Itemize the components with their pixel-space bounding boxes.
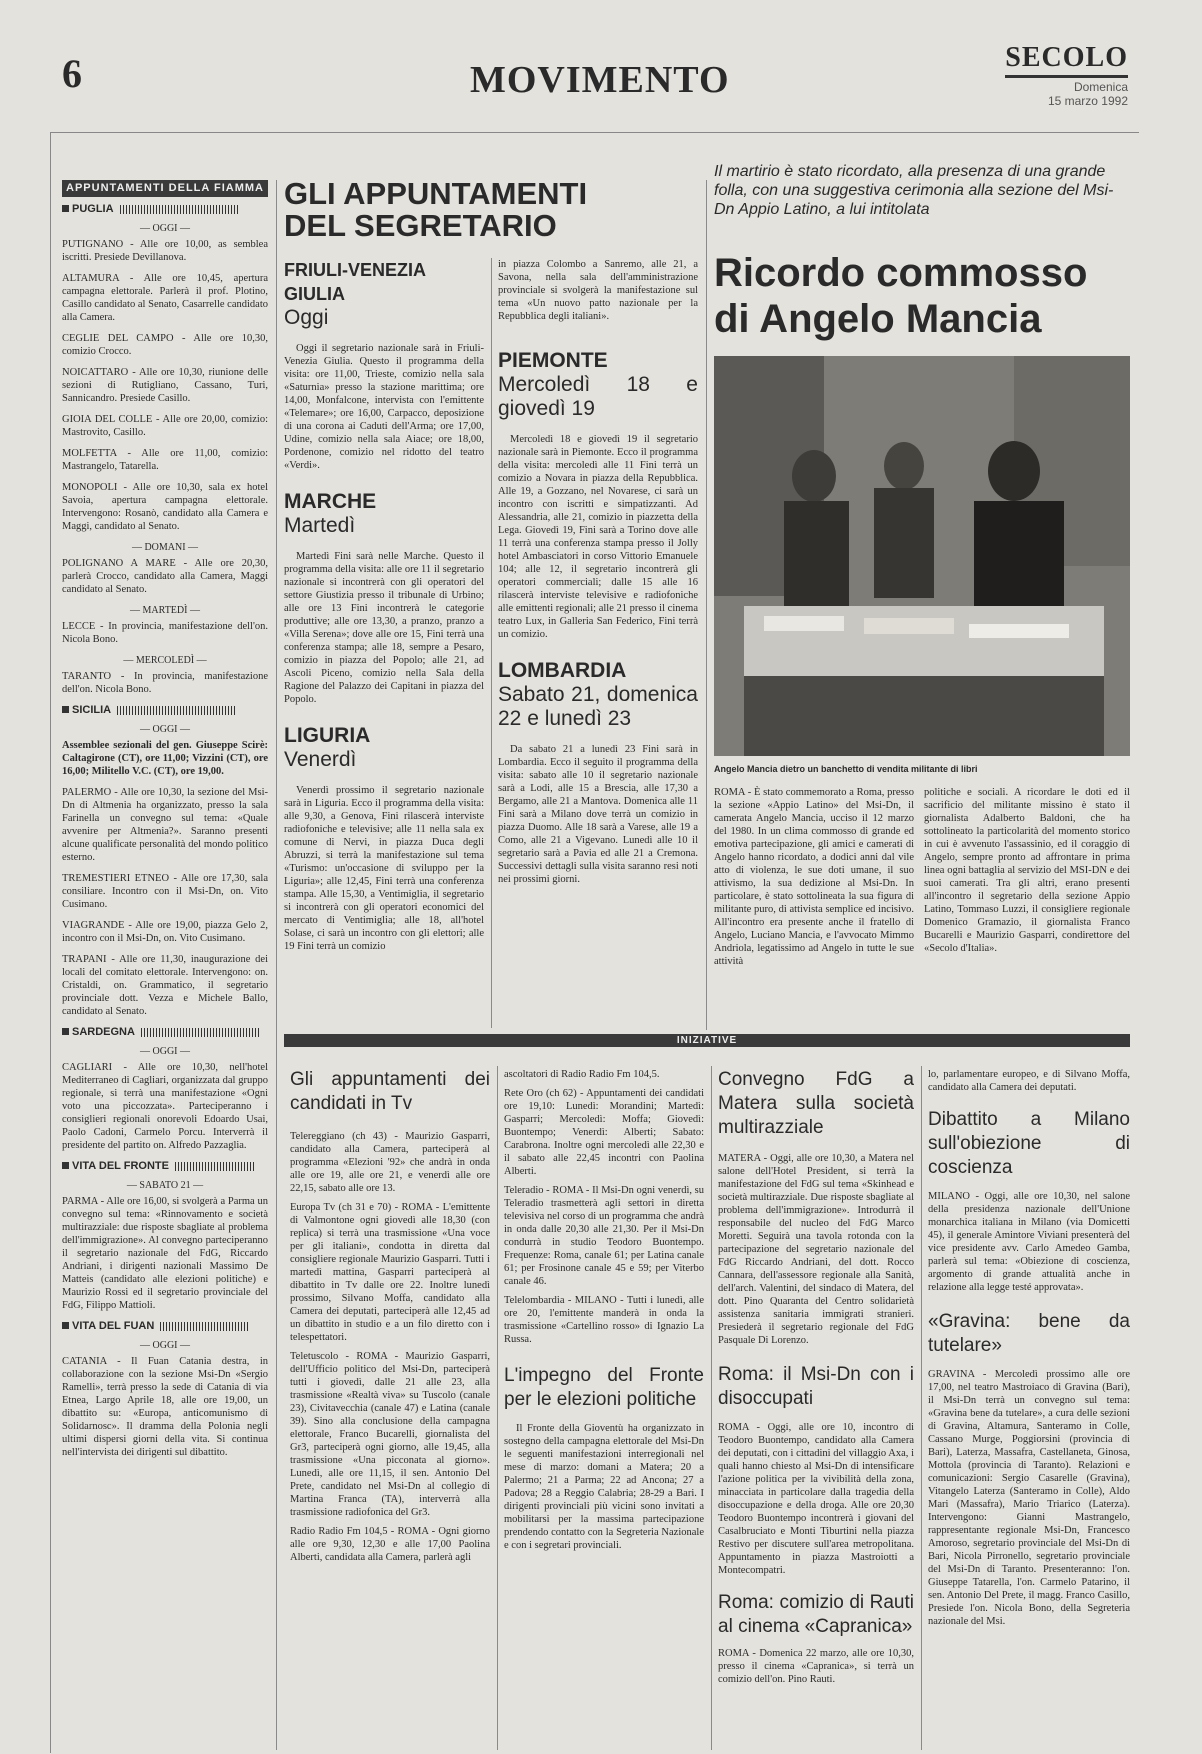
masthead-rule — [1005, 75, 1128, 78]
article-paragraph: Da sabato 21 a lunedì 23 Fini sarà in Lombardia. Ecco il seguito il programma della visita: sabato alle 10 il segretario nazionale sarà a Lodi, alle 15 a Brescia, alle 17,30 a Bergamo, alle 21 a Mantova. Domenica alle 11 Fini sarà a Milano dove terrà un comizio in piazza Duomo. Alle 18 sarà a Varese, alle 19 a Como, alle 21 a Vigevano. Lunedì alle 10 il segretario sarà a Pavia ed alle 21 a Cremona. Successivi dettagli sulla visita saranno resi noti nei prossimi giorni. — [498, 744, 698, 885]
day-label: — OGGI — — [140, 1046, 190, 1057]
feature-photo — [714, 356, 1130, 756]
article-paragraph: politiche e sociali. A ricordare le doti ed il sacrificio del militante missino è stato il giornalista Adalberto Baldoni, che ha sottolineato la particolarità del momento storico in cui è avvenuto l'assassinio, ed il coraggio di Angelo, sempre pronto ad affrontare in prima linea ogni battaglia al servizio del MSI-DN e dei suoi camerati. Tra gli altri, erano presenti all'incontro il segretario della sezione Appio Latino, Tommaso Luzzi, il consigliere regionale Domenico Gramazio, il giornalista Franco Bucarelli e Maurizio Gasparri, condirettore del «Secolo d'Italia». — [924, 787, 1130, 954]
article-paragraph: ROMA - È stato commemorato a Roma, presso la sezione «Appio Latino» del Msi-Dn, il camerata Angelo Mancia, ucciso il 12 marzo del 1980. In un clima commosso di grande ed emotiva partecipazione, gli amici e camerati di Angelo hanno ricordato, a dodici anni dal vile atto di violenza, le sue doti umane, il suo attivismo, la sua dedizione al Msi-Dn. In particolare, è stato sottolineata la sua figura di militante puro, di attivista semplice ed incisivo. All'incontro era presente anche il fratello di Angelo, Luciano Mancia, e l'avvocato Mimmo Andriola, legatissimo ad Angelo in tutte le sue attività — [714, 787, 914, 967]
region-heading: FRIULI-VENEZIA GIULIA Oggi — [284, 260, 426, 329]
column-rule — [711, 1066, 712, 1750]
photo-image — [714, 356, 1130, 756]
listing-entry: MONOPOLI - Alle ore 10,30, sala ex hotel Savoia, apertura campagna elettorale. Intervengono: Rosanò, candidato alla Camera e Maggi, candidato al Senato. — [62, 482, 268, 532]
article-headline: «Gravina: bene da tutelare» — [928, 1311, 1130, 1356]
listing-entry: CAGLIARI - Alle ore 10,30, nell'hotel Mediterraneo di Cagliari, organizzata dal gruppo regionale, si terrà una manifestazione «Ogni voto una piccozzata». Parteciperanno i consiglieri regionali onorevoli Edoardo Usai, Paolo Cadoni, Carmelo Porcu. Interverrà il presidente del partito on. Alfredo Pazzaglia. — [62, 1062, 268, 1151]
day-label: — OGGI — — [140, 724, 190, 735]
region-heading-vita-fuan: VITA DEL FUAN — [62, 1320, 268, 1333]
region-heading-sicilia: SICILIA — [62, 704, 268, 717]
column-rule — [497, 1066, 498, 1750]
article-paragraph: lo, parlamentare europeo, e di Silvano Moffa, candidato alla Camera dei deputati. — [928, 1069, 1130, 1093]
article-paragraph: Radio Radio Fm 104,5 - ROMA - Ogni giorno alle ore 9,30, 12,30 e alle 17,00 Paolina Alberti, candidata alla Camera, parlerà agli — [290, 1526, 490, 1563]
region-heading: LIGURIA Venerdì — [284, 724, 371, 771]
article-headline: Gli appuntamenti dei candidati in Tv — [290, 1069, 490, 1114]
iniziative-col-4 — [928, 1068, 1130, 1748]
article-headline: Dibattito a Milano sull'obiezione di coscienza — [928, 1109, 1130, 1178]
listing-entry: LECCE - In provincia, manifestazione dell'on. Nicola Bono. — [62, 621, 268, 645]
listing-entry: TREMESTIERI ETNEO - Alle ore 17,30, sala consiliare. Incontro con il Msi-Dn, on. Vito Cusimano. — [62, 873, 268, 910]
listing-entry: GIOIA DEL COLLE - Alle ore 20,00, comizio: Mastrovito, Casillo. — [62, 414, 268, 438]
article-paragraph: Oggi il segretario nazionale sarà in Friuli-Venezia Giulia. Questo il programma della visita: ore 11,00, Trieste, comizio nella sala «Saturnia» presso la stazione marittima; ore 14,00, Monfalcone, intervista con l'emittente «Telemare»; ore 16,00, Carpacco, deposizione di una corona ai Caduti dell'Arma; ore 17,00, Udine, comizio nella sala Aiace; ore 18,00, Pordenone, comizio nel ridotto del teatro «Verdi». — [284, 343, 484, 471]
article-paragraph: ROMA - Oggi, alle ore 10, incontro di Teodoro Buontempo, candidato alla Camera dei deputati, con i cittadini del villaggio Axa, i quali hanno chiesto al Msi-Dn di intensificare l'azione politica per la vivibilità della zona, minacciata in particolare dalla tragedia della disoccupazione e della droga. Alle ore 20,30 Teodoro Buontempo incontrerà i giovani del Casalbruciato e Monti Tiburtini nella piazza Restivo per discutere sull'area metropolitana. Appuntamento in piazza Mastroiotti a Montecompatri. — [718, 1422, 914, 1576]
listing-entry: Assemblee sezionali del gen. Giuseppe Scirè: Caltagirone (CT), ore 11,00; Vizzini (CT), ore 16,00; Militello V.C. (CT), ore 19,00. — [62, 740, 268, 777]
masthead-logo: SECOLO — [1005, 42, 1128, 73]
article-paragraph: Teletuscolo - ROMA - Maurizio Gasparri, dell'Ufficio politico del Msi-Dn, parteciperà tutti i giovedì, dalle 21 alle 23, alla trasmissione «Realtà viva» su Tuscolo (canale 23), Civitavecchia (canale 47) e Latina (canale 39). Sino alla conclusione della campagna elettorale, Franco Bucarelli, giornalista del Gr3, parteciperà ogni giorno, alle 19,45, alla trasmissione «Una picconata al giorno». Lunedì, alle ore 11,15, il sen. Antonio Del Prete, candidato nel Msi-Dn al collegio di Martina Franca (TA), interverrà alla trasmissione radiofonica del Gr3. — [290, 1351, 490, 1518]
article-paragraph: GRAVINA - Mercoledì prossimo alle ore 17,00, nel teatro Mastroiaco di Gravina (Bari), il Msi-Dn terrà un convegno sul tema: «Gravina bene da tutelare», a cura delle sezioni di Gravina, Altamura, Santeramo in Colle, Cassano Murge, Poggiorsini (provincia di Bari), Laterza, Massafra, Castellaneta, Ginosa, Mottola (provincia di Taranto). Relazioni e comunicazioni: Sergio Casarelle (Gravina), Vitangelo Laterza (Santeramo in Colle), Aldo Mari (Massafra), Mario Triarico (Laterza). Intervengono: Gianni Mastrangelo, rappresentante regionale Msi-Dn, Francesco Amoroso, segretario provinciale del Msi-Dn di Bari, Nicola Pirronello, segretario provinciale del Msi-Dn di Taranto. Presenteranno: l'on. Giuseppe Tatarella, l'on. Carmelo Patarino, il sen. Antonio Del Prete, il magg. Franco Casillo, Presiede l'on. Nicola Bono, della Segreteria nazionale del Msi. — [928, 1369, 1130, 1627]
region-heading-puglia: PUGLIA — [62, 203, 268, 216]
listing-entry: ALTAMURA - Alle ore 10,45, apertura campagna elettorale. Parlerà il prof. Plotino, Casillo candidato al Senato, Casarrelle candidato alla Camera. — [62, 273, 268, 323]
article-paragraph: MATERA - Oggi, alle ore 10,30, a Matera nel salone dell'Hotel President, si terrà la manifestazione del FdG sul tema «Skinhead e società multirazziale. Due risposte sbagliate al problema dell'immigrazione». Introdurrà il responsabile del nucleo del FdG Marco Moretti. Seguirà una tavola rotonda con la partecipazione del segretario nazionale del FdG Riccardo Andriani, del dott. Rocco Cannara, dell'assessore regionale alla Sanità, dell'arch. Valentini, del sindaco di Matera, del dott. Pino Quaranta del Centro solidarietà assistenza sanitaria immigrati stranieri. Presiederà il segretario regionale del FdG Pasquale Di Lorenzo. — [718, 1153, 914, 1346]
region-heading-vita-fronte: VITA DEL FRONTE — [62, 1160, 268, 1173]
article-headline: Convegno FdG a Matera sulla società multirazziale — [718, 1069, 914, 1138]
listing-entry: PUTIGNANO - Alle ore 10,00, as semblea iscritti. Presiede Devillanova. — [62, 239, 268, 263]
photo-caption: Angelo Mancia dietro un banchetto di vendita militante di libri — [714, 764, 978, 774]
article-paragraph: MILANO - Oggi, alle ore 10,30, nel salone della presidenza nazionale dell'Unione monarchica italiana in Milano (via Domicetti 45), il generale Amintore Viviani presenterà del vice presidente avv. Carlo Amedeo Gamba, parlerà sul tema: «Obiezione di coscienza, argomento di grande attualità anche in relazione alla legge testé approvata». — [928, 1191, 1130, 1293]
listing-entry: PARMA - Alle ore 16,00, si svolgerà a Parma un convegno sul tema: «Rinnovamento e società multirazziale: due risposte sbagliate al problema dell'immigrazione». Al convegno parteciperanno il segretario nazionale del FdG, Riccardo Andriani, i dirigenti nazionali Massimo De Matteis (candidato alle elezioni politiche) e Maurizio Rossi ed il segretario provinciale del FdG, Filippo Mattioli. — [62, 1196, 268, 1311]
feature-text-right — [924, 786, 1130, 1026]
article-paragraph: in piazza Colombo a Sanremo, alle 21, a Savona, nella sala dell'amministrazione provinciale si svolgerà la manifestazione sul tema «Un nuovo patto nazionale per la Repubblica degli italiani». — [498, 259, 698, 322]
column-rule — [491, 258, 492, 1028]
section-title: MOVIMENTO — [470, 59, 730, 101]
article-paragraph: Martedì Fini sarà nelle Marche. Questo il programma della visita: alle ore 11 il segretario nazionale si incontrerà con gli operatori del settore Giustizia presso il tribunale di Urbino; alle ore 13 Fini incontrerà le categorie produttive; alle ore 13,30, a pranzo, pranzo a «Villa Serena»; dove alle ore 15, Fini terrà una conferenza stampa; alle 18, sempre a Pesaro, comizio in piazza del Popolo; alle 21, ad Ascoli Piceno, comizio nella Sala della Ragione del Palazzo dei Capitani in piazza del Popolo. — [284, 551, 484, 705]
region-heading: LOMBARDIA Sabato 21, domenica 22 e lunedì 23 — [498, 659, 698, 730]
iniziative-col-3 — [718, 1068, 914, 1748]
listing-entry: VIAGRANDE - Alle ore 19,00, piazza Gelo 2, incontro con il Msi-Dn, on. Vito Cusimano. — [62, 920, 268, 944]
article-paragraph: Teleradio - ROMA - Il Msi-Dn ogni venerdì, su Teleradio trasmetterà agli settori in diretta televisiva nel corso di un programma che andrà in onda dalle 20,30 alle 21,30. Per il Msi-Dn condurrà in studio Teodoro Buontempo. Frequenze: Roma, canale 61; per Latina canale 61; per Frosinone canale 45 e 59; per Viterbo canale 46. — [504, 1185, 704, 1287]
column-rule — [921, 1066, 922, 1750]
article-paragraph: Europa Tv (ch 31 e 70) - ROMA - L'emittente di Valmontone ogni giovedì alle 18,30 (con replica) si terrà una trasmissione «Una voce per gli italiani», condotta in diretta dal consigliere regionale Maurizio Gasparri. Tutti i martedì mattina, Gasparri parteciperà al dibattito in Tv dalle ore 22. Inoltre lunedì prossimo, Silvano Moffa, candidato alla Camera dei deputati, parteciperà alle 12,45 ad un dibattito in studio e a un filo diretto con i telespettatori. — [290, 1202, 490, 1343]
listing-entry: CATANIA - Il Fuan Catania destra, in collaborazione con la sezione Msi-Dn «Sergio Ramelli», terrà presso la sede di Catania di via Etnea, Largo Aprile 18, alle ore 19,00, un dibattito su: «Europa, anticomunismo di Solidarnosc». Il dramma della Polonia negli ultimi dispersi giorni della vita. Si continua nell'intervista dei dirigenti sul dibattito. — [62, 1356, 268, 1458]
iniziative-col-2 — [504, 1068, 704, 1748]
listing-entry: NOICATTARO - Alle ore 10,30, riunione delle sezioni di Rutigliano, Cassano, Turi, Sannicandro. Presiede Casillo. — [62, 367, 268, 404]
issue-date: 15 marzo 1992 — [1047, 94, 1128, 108]
article-paragraph: Rete Oro (ch 62) - Appuntamenti dei candidati ore 19,10: Lunedì: Morandini; Martedì: Gasparri; Mercoledì: Moffa; Giovedì: Buontempo; Venerdì: Alberti; Sabato: Carabrona. Inoltre ogni mercoledì alle 22,30 e il sabato alle 22,45 incontri con Paolina Alberti. — [504, 1088, 704, 1177]
article-paragraph: Telereggiano (ch 43) - Maurizio Gasparri, candidato alla Camera, parteciperà al programma «Elezioni '92» che andrà in onda alle ore 19, alle ore 21, e venerdì alle ore 22,15, sabato alle ore 13. — [290, 1131, 490, 1194]
article-paragraph: Venerdì prossimo il segretario nazionale sarà in Liguria. Ecco il programma della visita: alle 9,30, a Genova, Fini rilascerà interviste radiofoniche e televisive; alle 11 nella sala ex comune di Nervi, in piazza Duca degli Abruzzi, si terrà la manifestazione sul tema «Turismo: un'occasione di sviluppo per la Liguria»; alle 12,45, Fini terrà una conferenza stampa. Alle 15,30, a Ventimiglia, il segretario si incontrerà con gli operatori economici del mercato di Ventimiglia; alle 18, all'hotel Solase, ci sarà un incontro con gli elettori; alle 19 Fini terrà un comizio — [284, 785, 484, 952]
iniziative-bar: INIZIATIVE — [284, 1034, 1130, 1047]
listing-entry: MOLFETTA - Alle ore 11,00, comizio: Mastrangelo, Tatarella. — [62, 448, 268, 472]
region-heading: MARCHE Martedì — [284, 490, 377, 537]
column-rule — [706, 180, 707, 1030]
region-heading-sardegna: SARDEGNA — [62, 1026, 268, 1039]
day-label: — DOMANI — — [131, 542, 199, 553]
feature-headline: Ricordo commosso di Angelo Mancia — [714, 251, 1088, 341]
article-paragraph: Il Fronte della Gioventù ha organizzato in sostegno della campagna elettorale del Msi-Dn le seguenti manifestazioni interregionali nel mese di marzo: domani a Matera; 20 a Palermo; 21 a Parma; 22 ad Ancona; 27 a Padova; 28 a Reggio Calabria; 28-29 a Bari. I dirigenti provinciali più vicini sono invitati a mobilitarsi per la massima partecipazione prendendo contatto con la Segreteria Nazionale e con i segretari provinciali. — [504, 1423, 704, 1551]
segretario-column-left — [284, 258, 484, 1038]
iniziative-col-1 — [290, 1068, 490, 1748]
article-paragraph: Mercoledì 18 e giovedì 19 il segretario nazionale sarà in Piemonte. Ecco il programma della visita: mercoledì alle 11 Fini terrà un comizio a Novara in piazza della Repubblica. Alle 19, a Gozzano, nel Novarese, ci sarà un incontro con iscritti e simpatizzanti. Ad Alessandria, alle 21, comizio in piazzetta della Lega. Giovedì 19, Fini sarà a Torino dove alle 11 terrà una conferenza stampa presso il Jolly hotel Ambasciatori in corso Vittorio Emanuele 104; alle 12, il segretario incontrerà gli operatori commerciali; dalle 15 alle 16 rilascerà interviste televisive e radiofoniche alle emittenti regionali; alle 21 presso il cinema teatro Lux, in Galleria San Federico, Fini terrà un comizio. — [498, 434, 698, 640]
segretario-headline: GLI APPUNTAMENTI DEL SEGRETARIO — [284, 176, 588, 243]
listing-entry: PALERMO - Alle ore 10,30, la sezione del Msi-Dn di Altmenia ha organizzato, presso la sala Farinella un convegno sul tema: «Quale avvenire per Altmenia?». Saranno presenti alcune qualificate personalità del mondo politico esterno. — [62, 787, 268, 863]
article-headline: L'impegno del Fronte per le elezioni politiche — [504, 1365, 704, 1410]
day-label: — SABATO 21 — — [126, 1180, 204, 1191]
article-paragraph: ascoltatori di Radio Radio Fm 104,5. — [504, 1069, 660, 1080]
article-headline: Roma: comizio di Rauti al cinema «Capranica» — [718, 1592, 914, 1637]
appuntamenti-bar: APPUNTAMENTI DELLA FIAMMA — [62, 180, 268, 197]
article-paragraph: Telelombardia - MILANO - Tutti i lunedì, alle ore 20, l'emittente manderà in onda la trasmissione «Cartellino rosso» di Ignazio La Russa. — [504, 1295, 704, 1345]
day-label: — OGGI — — [140, 1340, 190, 1351]
day-label: — MERCOLEDÌ — — [123, 655, 207, 666]
page-number: 6 — [62, 51, 82, 96]
listing-entry: TRAPANI - Alle ore 11,30, inaugurazione dei locali del comitato elettorale. Intervengono: on. Cristaldi, on. Grammatico, il segretario provinciale dott. Vezza e Michele Ballo, candidato al Senato. — [62, 954, 268, 1017]
column-appuntamenti-fiamma — [62, 180, 268, 1750]
masthead — [1005, 42, 1128, 108]
day-label: — MARTEDÌ — — [130, 605, 200, 616]
feature-text-left — [714, 786, 914, 1026]
region-heading: PIEMONTE Mercoledì 18 e giovedì 19 — [498, 349, 698, 420]
day-label: — OGGI — — [140, 223, 190, 234]
segretario-column-right — [498, 258, 698, 1038]
article-paragraph: ROMA - Domenica 22 marzo, alle ore 10,30, presso il cinema «Capranica», si terrà un comizio dell'on. Pino Rauti. — [718, 1648, 914, 1685]
listing-entry: CEGLIE DEL CAMPO - Alle ore 10,30, comizio Crocco. — [62, 333, 268, 357]
listing-entry: TARANTO - In provincia, manifestazione dell'on. Nicola Bono. — [62, 671, 268, 695]
column-rule — [276, 180, 277, 1750]
issue-day: Domenica — [1073, 80, 1128, 94]
article-headline: Roma: il Msi-Dn con i disoccupati — [718, 1364, 914, 1409]
listing-entry: POLIGNANO A MARE - Alle ore 20,30, parlerà Crocco, candidato alla Camera, Maggi candidato al Senato. — [62, 558, 268, 595]
feature-kicker: Il martirio è stato ricordato, alla presenza di una grande folla, con una suggestiva cerimonia alla sezione del Msi-Dn Appio Latino, a lui intitolata — [714, 163, 1114, 218]
